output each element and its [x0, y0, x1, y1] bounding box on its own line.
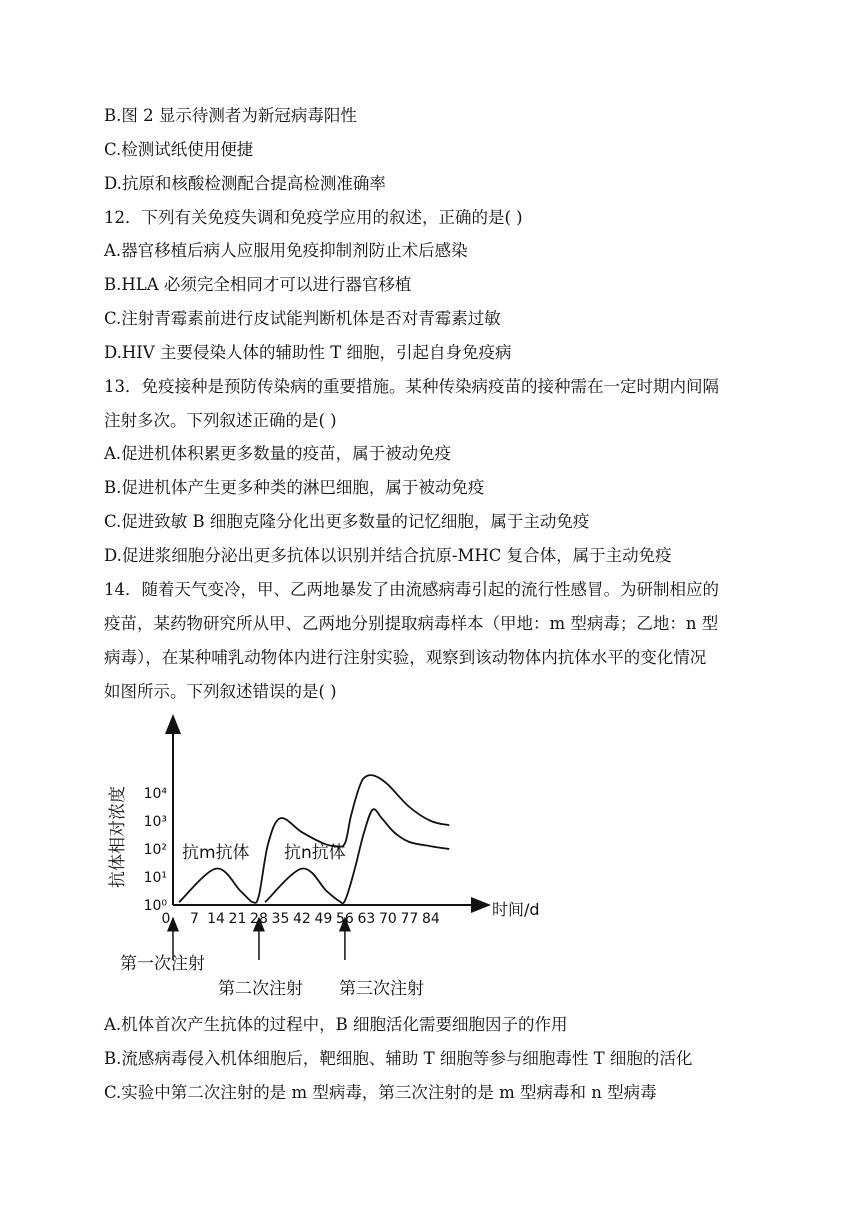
x-tick-label: 14: [207, 911, 225, 927]
q13-option-d: D.促进浆细胞分泌出更多抗体以识别并结合抗原-MHC 复合体，属于主动免疫: [104, 546, 672, 565]
y-tick-label: 10²: [143, 842, 167, 858]
q12-option-c: C.注射青霉素前进行皮试能判断机体是否对青霉素过敏: [104, 309, 501, 328]
q12-option-d: D.HIV 主要侵染人体的辅助性 T 细胞，引起自身免疫病: [104, 343, 512, 362]
injection-3-label: 第三次注射: [339, 979, 424, 999]
question-14-line-2: 疫苗，某药物研究所从甲、乙两地分别提取病毒样本（甲地：m 型病毒；乙地：n 型: [104, 614, 719, 633]
x-tick-label: 63: [357, 911, 376, 927]
y-tick-label: 10¹: [143, 870, 167, 886]
q14-option-a: A.机体首次产生抗体的过程中，B 细胞活化需要细胞因子的作用: [104, 1015, 568, 1034]
x-tick-label: 49: [314, 911, 333, 927]
y-tick-label: 10³: [143, 814, 167, 830]
x-tick-label: 84: [421, 911, 440, 927]
x-tick-label: 0: [161, 911, 171, 927]
x-tick-label: 21: [228, 911, 247, 927]
line-b-fig2: B.图 2 显示待测者为新冠病毒阳性: [104, 106, 357, 125]
y-axis-label: 抗体相对浓度: [108, 786, 128, 888]
x-tick-labels: [162, 911, 440, 927]
label-anti-n: 抗n抗体: [284, 843, 346, 863]
line-d-antigen-nucleic: D.抗原和核酸检测配合提高检测准确率: [104, 174, 386, 193]
x-axis-label: 时间/d: [492, 900, 540, 919]
line-c-test-strip: C.检测试纸使用便捷: [104, 140, 254, 159]
y-tick-label: 10⁰: [143, 898, 167, 914]
x-tick-label: 28: [250, 911, 268, 927]
q13-option-a: A.促进机体积累更多数量的疫苗，属于被动免疫: [104, 444, 452, 463]
y-tick-labels: [144, 786, 168, 914]
x-tick-label: 35: [271, 911, 290, 927]
label-anti-m: 抗m抗体: [182, 843, 250, 863]
x-tick-label: 70: [378, 911, 397, 927]
q13-option-b: B.促进机体产生更多种类的淋巴细胞，属于被动免疫: [104, 478, 485, 497]
injection-1-label: 第一次注射: [120, 954, 205, 974]
series-anti-m-line: [179, 775, 449, 903]
antibody-chart: [96, 712, 566, 1007]
y-tick-label: 10⁴: [143, 786, 167, 802]
injection-2-label: 第二次注射: [218, 979, 303, 999]
x-tick-label: 42: [293, 911, 311, 927]
x-tick-label: 77: [400, 911, 419, 927]
x-tick-label: 7: [190, 911, 199, 927]
q12-option-a: A.器官移植后病人应服用免疫抑制剂防止术后感染: [104, 241, 468, 260]
q12-option-b: B.HLA 必须完全相同才可以进行器官移植: [104, 275, 412, 294]
q14-option-b: B.流感病毒侵入机体细胞后，靶细胞、辅助 T 细胞等参与细胞毒性 T 细胞的活化: [104, 1049, 693, 1068]
x-tick-label: 56: [336, 911, 354, 927]
question-12: 12．下列有关免疫失调和免疫学应用的叙述，正确的是( ): [104, 208, 523, 227]
question-13-line-2: 注射多次。下列叙述正确的是( ): [104, 411, 337, 430]
question-13-line-1: 13．免疫接种是预防传染病的重要措施。某种传染病疫苗的接种需在一定时期内间隔: [104, 377, 719, 396]
q14-option-c: C.实验中第二次注射的是 m 型病毒，第三次注射的是 m 型病毒和 n 型病毒: [104, 1083, 657, 1102]
question-14-line-4: 如图所示。下列叙述错误的是( ): [104, 682, 337, 701]
question-14-line-3: 病毒），在某种哺乳动物体内进行注射实验，观察到该动物体内抗体水平的变化情况: [104, 648, 707, 667]
q13-option-c: C.促进致敏 B 细胞克隆分化出更多数量的记忆细胞，属于主动免疫: [104, 512, 590, 531]
question-14-line-1: 14．随着天气变冷，甲、乙两地暴发了由流感病毒引起的流行性感冒。为研制相应的: [104, 580, 719, 599]
